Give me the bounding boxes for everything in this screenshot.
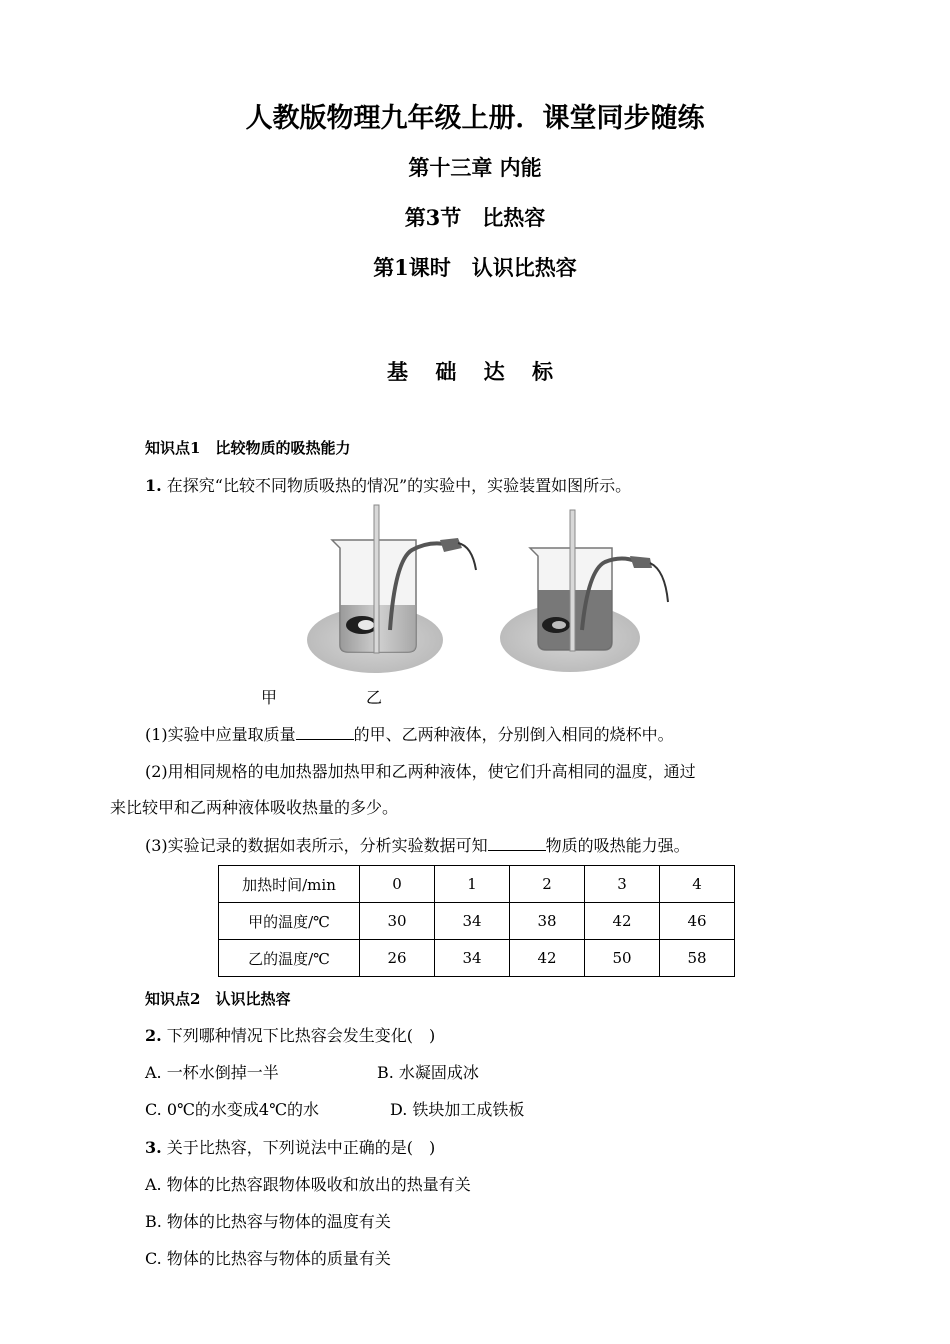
question-number: 2. xyxy=(145,1026,162,1045)
option-d[interactable]: D. 铁块加工成铁板 xyxy=(390,1100,525,1119)
option-a[interactable]: A. 一杯水倒掉一半 xyxy=(145,1063,279,1082)
table-cell: 4 xyxy=(660,866,735,903)
table-cell: 50 xyxy=(585,940,660,977)
table-row xyxy=(219,940,735,977)
figure-label-jia: 甲 xyxy=(261,688,278,707)
part-1-text-b: 的甲、乙两种液体，分别倒入相同的烧杯中。 xyxy=(353,725,674,744)
question-1-part-2-cont: 来比较甲和乙两种液体吸收热量的多少。 xyxy=(110,798,399,817)
question-text: 在探究“比较不同物质吸热的情况”的实验中，实验装置如图所示。 xyxy=(166,476,632,495)
beaker-jia xyxy=(307,505,476,673)
question-1-part-2: (2)用相同规格的电加热器加热甲和乙两种液体，使它们升高相同的温度，通过 xyxy=(145,762,696,781)
page-title: 人教版物理九年级上册．课堂同步随练 xyxy=(245,103,705,134)
table-cell: 1 xyxy=(435,866,510,903)
question-text: 关于比热容，下列说法中正确的是( ) xyxy=(166,1138,436,1157)
option-c[interactable]: C. 物体的比热容与物体的质量有关 xyxy=(145,1249,391,1268)
table-row xyxy=(219,866,735,903)
knowledge-point-2: 知识点2 认识比热容 xyxy=(145,990,291,1008)
table-cell: 甲的温度/℃ xyxy=(219,903,360,940)
question-text: 下列哪种情况下比热容会发生变化( ) xyxy=(166,1026,436,1045)
answer-blank-1[interactable] xyxy=(296,724,354,740)
question-1-stem xyxy=(145,476,631,496)
table-cell: 加热时间/min xyxy=(219,866,360,903)
table-cell: 34 xyxy=(435,903,510,940)
experiment-figure xyxy=(300,500,690,682)
table-cell: 乙的温度/℃ xyxy=(219,940,360,977)
option-c[interactable]: C. 0℃的水变成4℃的水 xyxy=(145,1100,320,1119)
table-cell: 26 xyxy=(360,940,435,977)
table-cell: 2 xyxy=(510,866,585,903)
question-1-part-3 xyxy=(145,835,690,856)
question-2-stem xyxy=(145,1026,435,1046)
question-1-part-1 xyxy=(145,724,674,745)
figure-label-yi: 乙 xyxy=(366,688,383,707)
section-title: 第3节 比热容 xyxy=(404,205,546,230)
answer-blank-3[interactable] xyxy=(488,835,546,851)
table-cell: 42 xyxy=(510,940,585,977)
table-row xyxy=(219,903,735,940)
table-cell: 46 xyxy=(660,903,735,940)
question-number: 1. xyxy=(145,476,162,495)
option-b[interactable]: B. 物体的比热容与物体的温度有关 xyxy=(145,1212,391,1231)
table-cell: 34 xyxy=(435,940,510,977)
table-cell: 38 xyxy=(510,903,585,940)
chapter-title: 第十三章 内能 xyxy=(408,155,542,180)
question-number: 3. xyxy=(145,1138,162,1157)
knowledge-point-1: 知识点1 比较物质的吸热能力 xyxy=(145,439,351,457)
table-cell: 42 xyxy=(585,903,660,940)
table-cell: 3 xyxy=(585,866,660,903)
part-title: 基 础 达 标 xyxy=(387,359,563,384)
part-1-text-a: (1)实验中应量取质量 xyxy=(145,725,296,744)
part-3-text-b: 物质的吸热能力强。 xyxy=(545,836,690,855)
table-cell: 58 xyxy=(660,940,735,977)
beaker-yi xyxy=(500,510,668,672)
part-3-text-a: (3)实验记录的数据如表所示，分析实验数据可知 xyxy=(145,836,488,855)
data-table xyxy=(218,865,735,977)
table-cell: 30 xyxy=(360,903,435,940)
lesson-title: 第1课时 认识比热容 xyxy=(373,255,577,280)
table-cell: 0 xyxy=(360,866,435,903)
option-b[interactable]: B. 水凝固成冰 xyxy=(377,1063,479,1082)
question-3-stem xyxy=(145,1138,435,1158)
option-a[interactable]: A. 物体的比热容跟物体吸收和放出的热量有关 xyxy=(145,1175,471,1194)
